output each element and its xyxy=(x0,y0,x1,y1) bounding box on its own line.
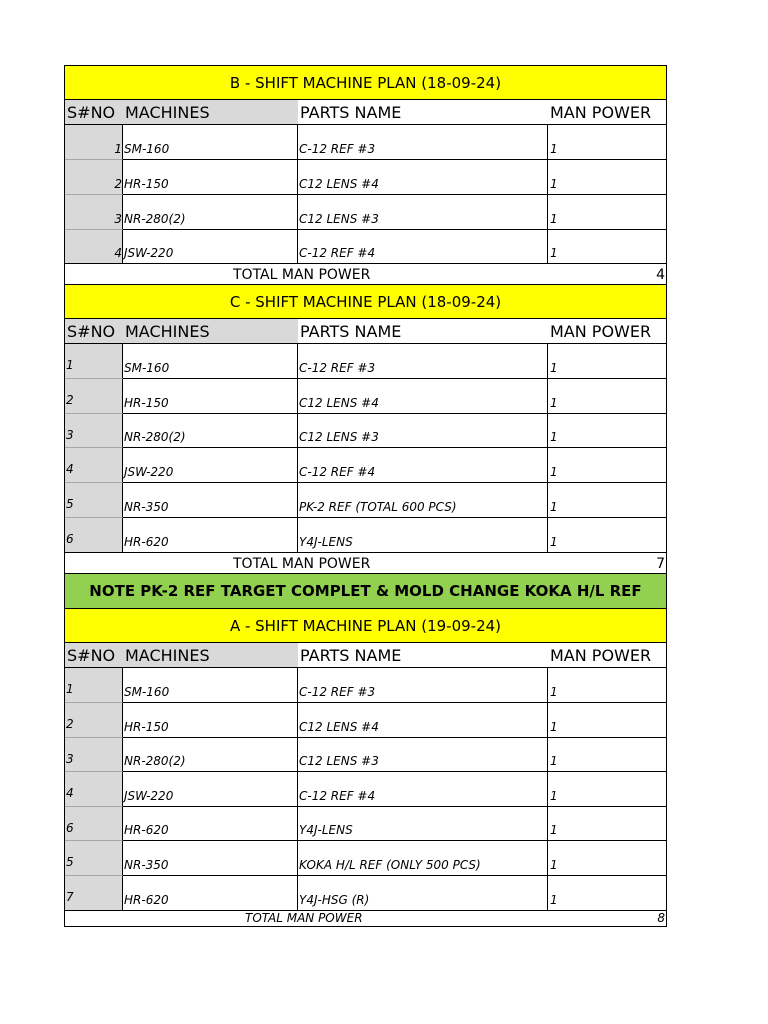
cell-sno: 4 xyxy=(65,772,123,807)
cell-machine: HR-620 xyxy=(123,807,298,841)
cell-machine: HR-150 xyxy=(123,703,298,738)
cell-machine: HR-620 xyxy=(123,876,298,911)
section-a-header-row xyxy=(65,643,666,668)
table-row xyxy=(65,344,666,379)
cell-man-power: 1 xyxy=(548,772,666,807)
cell-man-power: 1 xyxy=(548,518,666,553)
cell-man-power: 1 xyxy=(548,807,666,841)
cell-sno: 2 xyxy=(65,703,123,738)
total-value: 7 xyxy=(656,556,665,572)
header-man-power: MAN POWER xyxy=(550,102,652,122)
cell-machine: SM-160 xyxy=(123,125,298,160)
total-label: TOTAL MAN POWER xyxy=(233,556,371,572)
cell-man-power: 1 xyxy=(548,379,666,414)
header-parts-name: PARTS NAME xyxy=(300,102,402,122)
cell-machine: HR-620 xyxy=(123,518,298,553)
cell-man-power: 1 xyxy=(548,160,666,195)
cell-sno: 1 xyxy=(65,668,123,703)
cell-man-power: 1 xyxy=(548,841,666,876)
cell-man-power: 1 xyxy=(548,344,666,379)
cell-sno: 4 xyxy=(65,448,123,483)
cell-sno: 3 xyxy=(65,414,123,448)
cell-man-power: 1 xyxy=(548,125,666,160)
cell-machine: SM-160 xyxy=(123,344,298,379)
total-label: TOTAL MAN POWER xyxy=(233,267,371,283)
total-label: TOTAL MAN POWER xyxy=(245,911,363,925)
cell-sno: 1 xyxy=(65,344,123,379)
table-row xyxy=(65,160,666,195)
cell-part: C-12 REF #3 xyxy=(298,344,548,379)
cell-sno: 3 xyxy=(65,738,123,772)
cell-sno: 2 xyxy=(65,160,123,195)
cell-sno: 5 xyxy=(65,841,123,876)
cell-sno: 2 xyxy=(65,379,123,414)
cell-part: C12 LENS #4 xyxy=(298,703,548,738)
cell-man-power: 1 xyxy=(548,668,666,703)
section-c-header-row xyxy=(65,319,666,344)
cell-sno: 6 xyxy=(65,518,123,553)
cell-man-power: 1 xyxy=(548,738,666,772)
note-text: NOTE PK-2 REF TARGET COMPLET & MOLD CHANGE KOKA H/L REF xyxy=(89,582,642,600)
cell-machine: JSW-220 xyxy=(123,230,298,264)
table-row xyxy=(65,668,666,703)
total-value: 8 xyxy=(657,911,665,925)
section-c-title xyxy=(65,285,666,319)
cell-man-power: 1 xyxy=(548,483,666,518)
cell-machine: JSW-220 xyxy=(123,772,298,807)
cell-part: KOKA H/L REF (ONLY 500 PCS) xyxy=(298,841,548,876)
cell-sno: 7 xyxy=(65,876,123,911)
cell-machine: HR-150 xyxy=(123,160,298,195)
cell-part: Y4J-LENS xyxy=(298,807,548,841)
table-row xyxy=(65,414,666,448)
section-b-title-text: B - SHIFT MACHINE PLAN (18-09-24) xyxy=(229,73,502,92)
cell-man-power: 1 xyxy=(548,703,666,738)
header-parts-name: PARTS NAME xyxy=(300,321,402,341)
table-row xyxy=(65,518,666,553)
cell-sno: 1 xyxy=(65,125,123,160)
cell-sno: 4 xyxy=(65,230,123,264)
cell-sno: 3 xyxy=(65,195,123,230)
cell-part: C-12 REF #4 xyxy=(298,772,548,807)
table-row xyxy=(65,772,666,807)
table-row xyxy=(65,195,666,230)
cell-part: C12 LENS #3 xyxy=(298,414,548,448)
header-parts-name: PARTS NAME xyxy=(300,645,402,665)
cell-part: C12 LENS #4 xyxy=(298,379,548,414)
cell-machine: HR-150 xyxy=(123,379,298,414)
cell-part: PK-2 REF (TOTAL 600 PCS) xyxy=(298,483,548,518)
header-sno: S#NO xyxy=(65,319,123,343)
cell-sno: 5 xyxy=(65,483,123,518)
table-row xyxy=(65,876,666,911)
cell-part: C-12 REF #3 xyxy=(298,125,548,160)
cell-man-power: 1 xyxy=(548,230,666,264)
cell-machine: NR-280(2) xyxy=(123,195,298,230)
cell-man-power: 1 xyxy=(548,876,666,911)
table-row xyxy=(65,230,666,264)
table-row xyxy=(65,738,666,772)
section-a-total-row xyxy=(65,911,666,926)
section-b-title xyxy=(65,66,666,100)
table-row xyxy=(65,483,666,518)
header-machines: MACHINES xyxy=(123,319,298,343)
section-a-title xyxy=(65,609,666,643)
cell-part: C12 LENS #3 xyxy=(298,738,548,772)
cell-part: Y4J-HSG (R) xyxy=(298,876,548,911)
cell-part: C-12 REF #4 xyxy=(298,230,548,264)
cell-machine: NR-280(2) xyxy=(123,414,298,448)
section-a-title-text: A - SHIFT MACHINE PLAN (19-09-24) xyxy=(229,616,502,635)
header-sno: S#NO xyxy=(65,100,123,124)
header-man-power: MAN POWER xyxy=(550,645,652,665)
table-row xyxy=(65,841,666,876)
cell-machine: SM-160 xyxy=(123,668,298,703)
cell-man-power: 1 xyxy=(548,448,666,483)
header-man-power: MAN POWER xyxy=(550,321,652,341)
cell-man-power: 1 xyxy=(548,195,666,230)
cell-machine: NR-350 xyxy=(123,841,298,876)
section-b-header-row xyxy=(65,100,666,125)
total-value: 4 xyxy=(656,267,665,283)
header-sno: S#NO xyxy=(65,643,123,667)
cell-part: Y4J-LENS xyxy=(298,518,548,553)
cell-man-power: 1 xyxy=(548,414,666,448)
table-row xyxy=(65,448,666,483)
cell-machine: NR-350 xyxy=(123,483,298,518)
table-row xyxy=(65,807,666,841)
table-row xyxy=(65,379,666,414)
table-row xyxy=(65,125,666,160)
section-b-total-row xyxy=(65,264,666,285)
shift-plan-sheet xyxy=(64,65,667,927)
table-row xyxy=(65,703,666,738)
cell-machine: JSW-220 xyxy=(123,448,298,483)
cell-sno: 6 xyxy=(65,807,123,841)
section-c-total-row xyxy=(65,553,666,574)
cell-part: C12 LENS #4 xyxy=(298,160,548,195)
cell-part: C12 LENS #3 xyxy=(298,195,548,230)
header-machines: MACHINES xyxy=(123,643,298,667)
cell-part: C-12 REF #4 xyxy=(298,448,548,483)
header-machines: MACHINES xyxy=(123,100,298,124)
section-c-title-text: C - SHIFT MACHINE PLAN (18-09-24) xyxy=(229,292,502,311)
note-row xyxy=(65,574,666,609)
cell-part: C-12 REF #3 xyxy=(298,668,548,703)
cell-machine: NR-280(2) xyxy=(123,738,298,772)
